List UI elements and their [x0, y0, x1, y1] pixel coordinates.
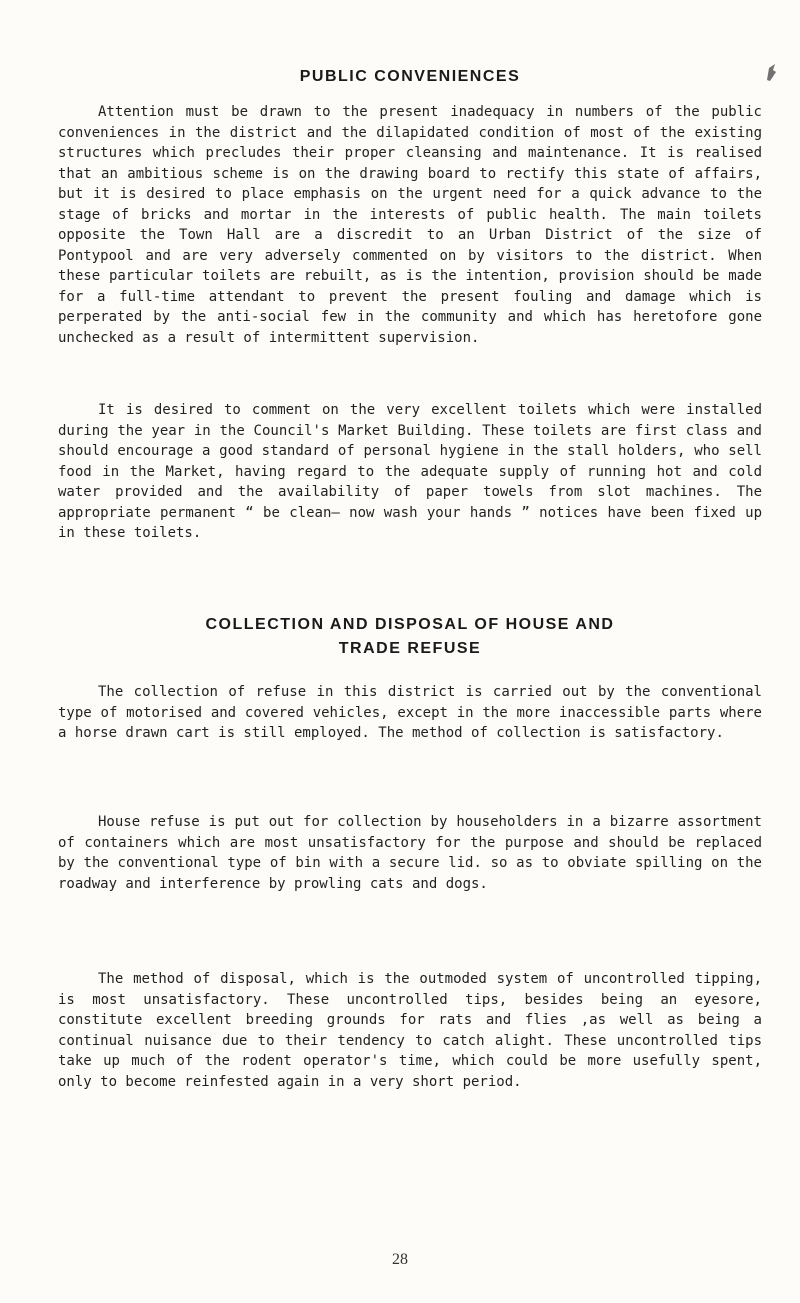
paragraph-house-refuse: House refuse is put out for collection by householders in a bizarre assortment of containers which are most unsatisfactory for the purpose and should be replaced by the conventional type of bin with a secure lid. so as to obviate spilling on the roadway and interference by prowling cats and dogs.	[58, 814, 762, 892]
paragraph-collection: The collection of refuse in this district is carried out by the conventional type of motorised and covered vehicles, except in the more inaccessible parts where a horse drawn cart is still employed. The method of collection is satisfactory.	[58, 684, 762, 741]
section-heading-refuse-line2: TRADE REFUSE	[338, 640, 482, 657]
paragraph-market-toilets: It is desired to comment on the very excellent toilets which were installed during the year in the Council's Market Building. These toilets are first class and should encourage a good standard of personal hygiene in the stall holders, who sell food in the Market, having regard to the adequate supply of running hot and cold water provided and the availability of paper towels from slot machines. The appropriate permanent “ be clean— now wash your hands ” notices have been fixed up in these toilets.	[58, 402, 762, 541]
paragraph-disposal: The method of disposal, which is the outmoded system of uncontrolled tipping, is most unsatisfactory. These uncontrolled tips, besides being an eyesore, constitute excellent breeding grounds for rats and flies ,as well as being a continual nuisance due to their tendency to catch alight. These uncontrolled tips take up much of the rodent operator's time, which could be more usefully spent, only to become reinfested again in a very short period.	[58, 971, 762, 1090]
section-heading-refuse-line1: COLLECTION AND DISPOSAL OF HOUSE AND	[205, 616, 615, 633]
paragraph-inadequacy: Attention must be drawn to the present inadequacy in numbers of the public conveniences in the district and the dilapidated condition of most of the existing structures which precludes their proper cleansing and maintenance. It is realised that an ambitious scheme is on the drawing board to rectify this state of affairs, but it is desired to place emphasis on the urgent need for a quick advance to the stage of bricks and mortar in the interests of public health. The main toilets opposite the Town Hall are a discredit to an Urban District of the size of Pontypool and are very adversely commented on by visitors to the district. When these particular toilets are rebuilt, as is the intention, provision should be made for a full-time attendant to prevent the present fouling and damage which is perperated by the anti-social few in the community and which has heretofore gone unchecked as a result of intermittent supervision.	[58, 104, 762, 346]
section-heading-public-conveniences: PUBLIC CONVENIENCES	[299, 68, 521, 85]
corner-blot-mark	[764, 62, 778, 82]
page-number: 28	[392, 1251, 408, 1268]
